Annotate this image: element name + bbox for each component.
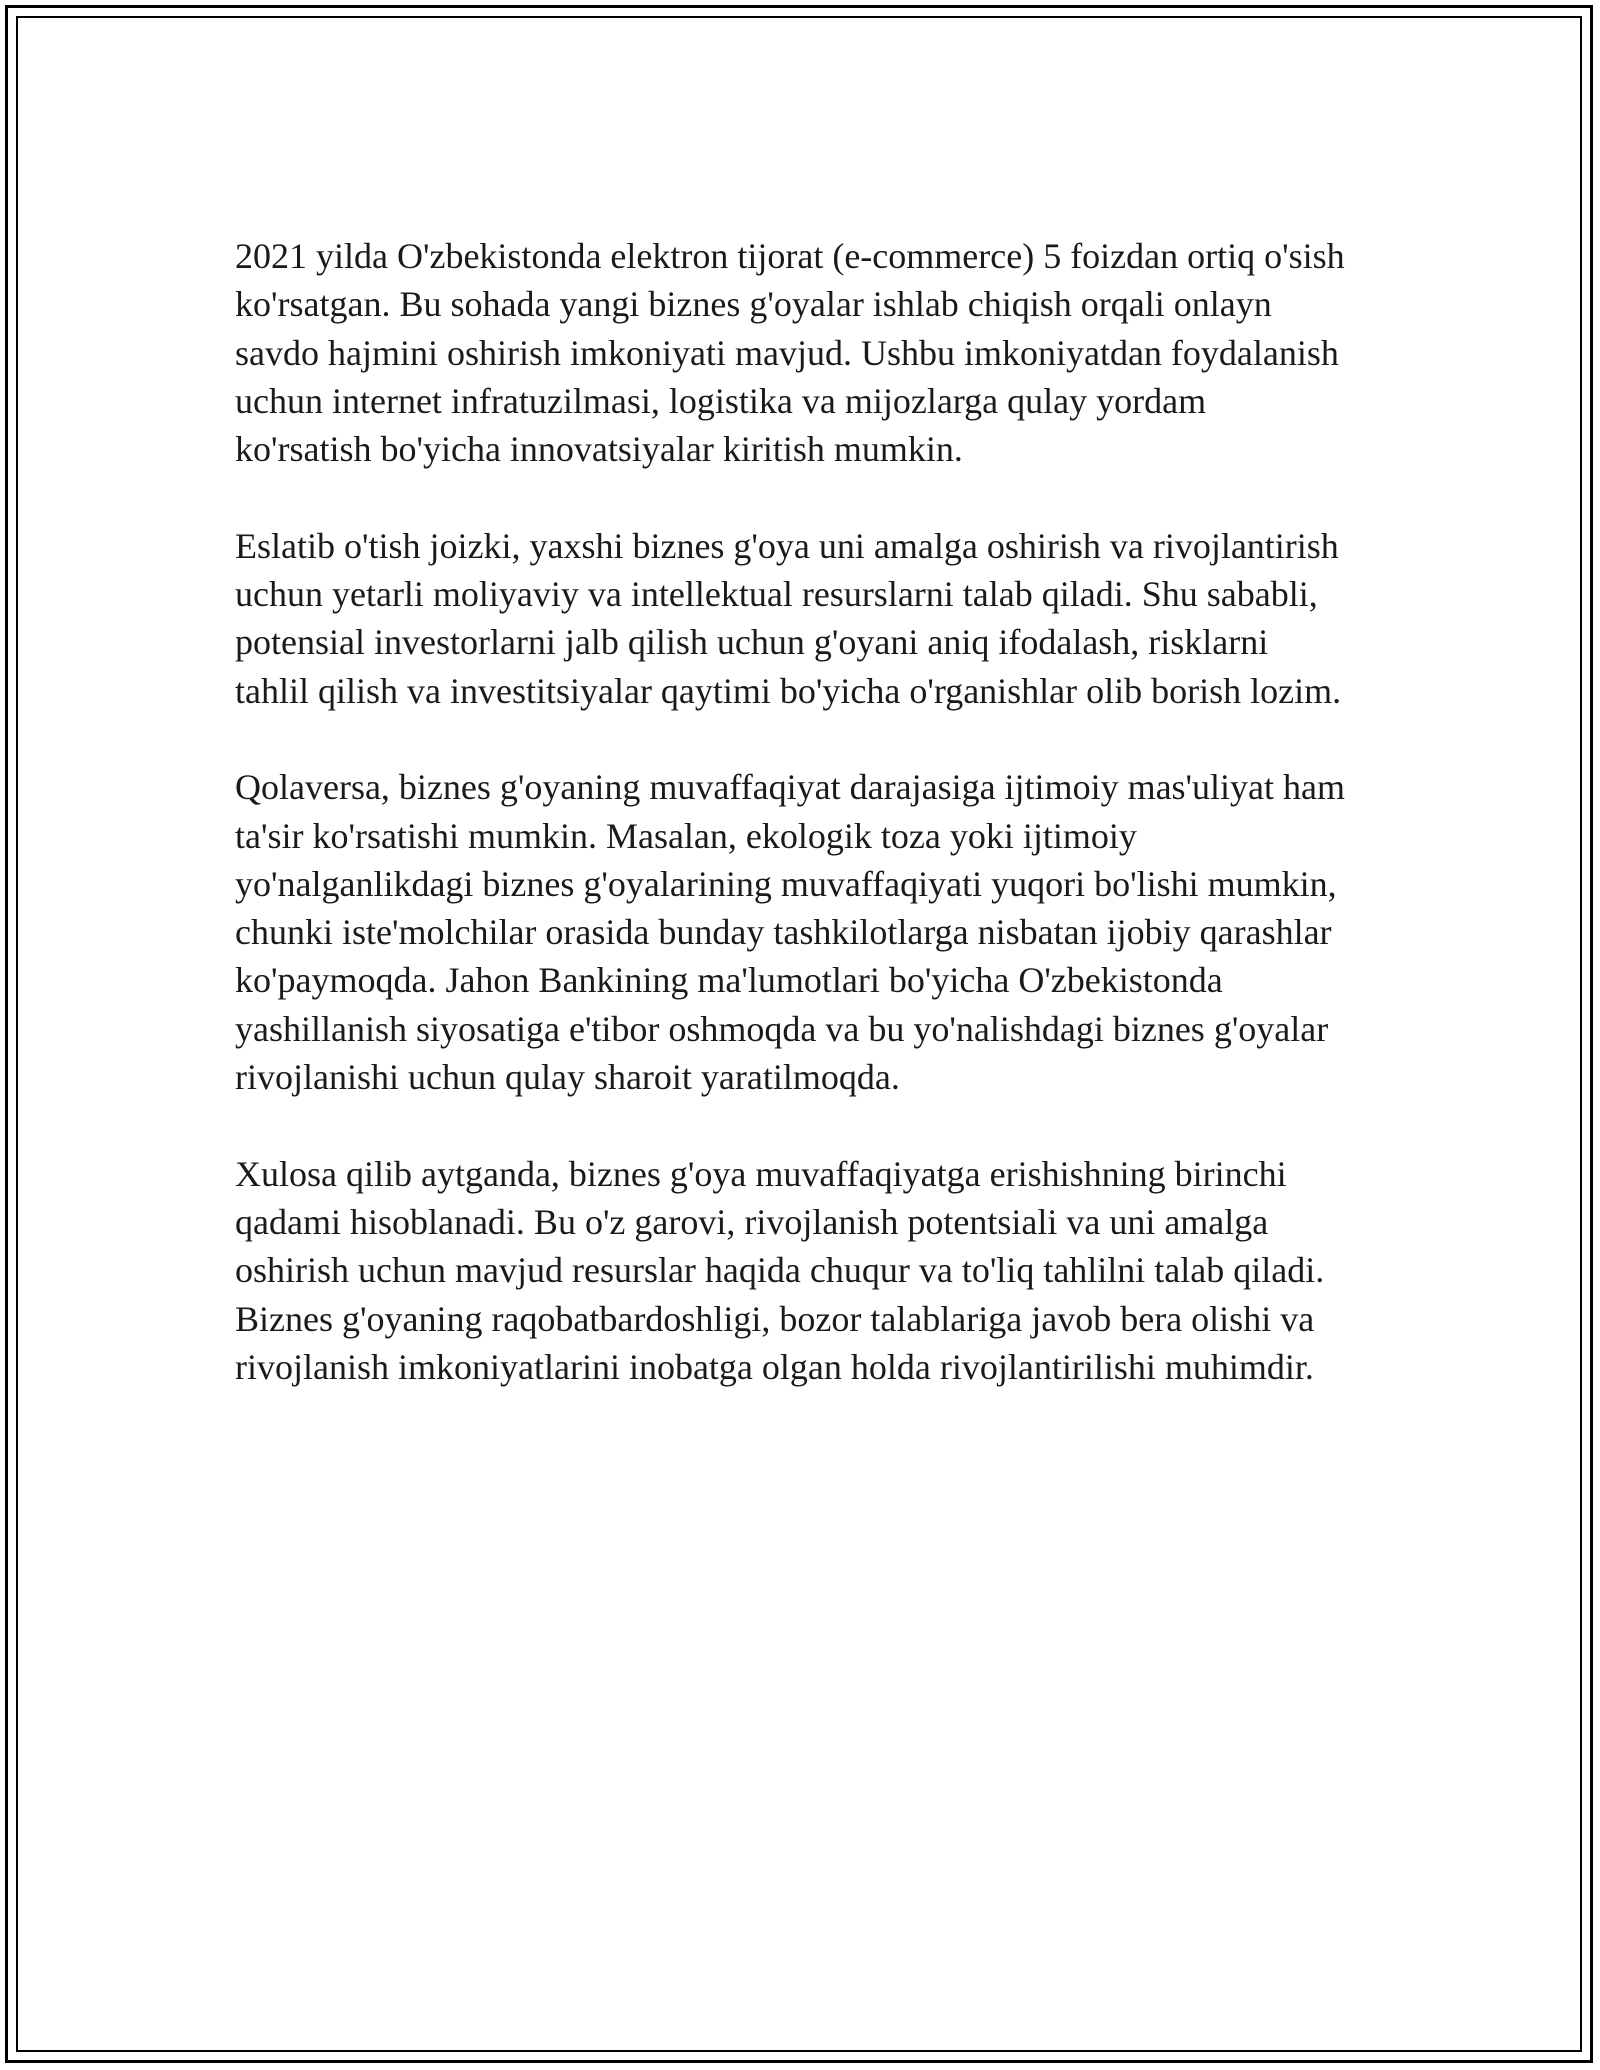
text-line: Biznes g'oyaning raqobatbardoshligi, bozor talablariga javob bera olishi va bbox=[235, 1298, 1315, 1339]
text-line: rivojlanishi uchun qulay sharoit yaratilmoqda. bbox=[235, 1057, 900, 1098]
text-line: yashillanish siyosatiga e'tibor oshmoqda va bu yo'nalishdagi biznes g'oyalar bbox=[235, 1008, 1329, 1049]
text-line: savdo hajmini oshirish imkoniyati mavjud. Ushbu imkoniyatdan foydalanish bbox=[235, 332, 1339, 373]
paragraph-ecommerce bbox=[235, 232, 1375, 473]
paragraph-resources bbox=[235, 522, 1375, 715]
text-line: Eslatib o'tish joizki, yaxshi biznes g'oya uni amalga oshirish va rivojlantirish bbox=[235, 525, 1339, 566]
text-line: chunki iste'molchilar orasida bunday tashkilotlarga nisbatan ijobiy qarashlar bbox=[235, 912, 1332, 953]
text-line: Qolaversa, biznes g'oyaning muvaffaqiyat darajasiga ijtimoiy mas'uliyat ham bbox=[235, 767, 1346, 808]
text-line: uchun internet infratuzilmasi, logistika va mijozlarga qulay yordam bbox=[235, 380, 1207, 421]
paragraph-social-responsibility bbox=[235, 763, 1375, 1101]
text-line: oshirish uchun mavjud resurslar haqida chuqur va to'liq tahlilni talab qiladi. bbox=[235, 1250, 1325, 1291]
text-line: yo'nalganlikdagi biznes g'oyalarining muvaffaqiyati yuqori bo'lishi mumkin, bbox=[235, 863, 1337, 904]
document-body bbox=[235, 232, 1375, 1439]
text-line: ta'sir ko'rsatishi mumkin. Masalan, ekologik toza yoki ijtimoiy bbox=[235, 815, 1137, 856]
text-line: tahlil qilish va investitsiyalar qaytimi bo'yicha o'rganishlar olib borish lozim. bbox=[235, 670, 1342, 711]
text-line: rivojlanish imkoniyatlarini inobatga olgan holda rivojlantirilishi muhimdir. bbox=[235, 1346, 1314, 1387]
text-line: 2021 yilda O'zbekistonda elektron tijorat (e-commerce) 5 foizdan ortiq o'sish bbox=[235, 236, 1345, 276]
text-line: qadami hisoblanadi. Bu o'z garovi, rivojlanish potentsiali va uni amalga bbox=[235, 1201, 1269, 1242]
text-line: ko'rsatish bo'yicha innovatsiyalar kiritish mumkin. bbox=[235, 429, 963, 470]
text-line: Xulosa qilib aytganda, biznes g'oya muvaffaqiyatga erishishning birinchi bbox=[235, 1153, 1287, 1194]
text-line: potensial investorlarni jalb qilish uchun g'oyani aniq ifodalash, risklarni bbox=[235, 622, 1269, 663]
text-line: ko'paymoqda. Jahon Bankining ma'lumotlari bo'yicha O'zbekistonda bbox=[235, 960, 1223, 1001]
text-line: ko'rsatgan. Bu sohada yangi biznes g'oyalar ishlab chiqish orqali onlayn bbox=[235, 284, 1272, 325]
paragraph-conclusion bbox=[235, 1150, 1375, 1391]
text-line: uchun yetarli moliyaviy va intellektual resurslarni talab qiladi. Shu sababli, bbox=[235, 574, 1318, 615]
